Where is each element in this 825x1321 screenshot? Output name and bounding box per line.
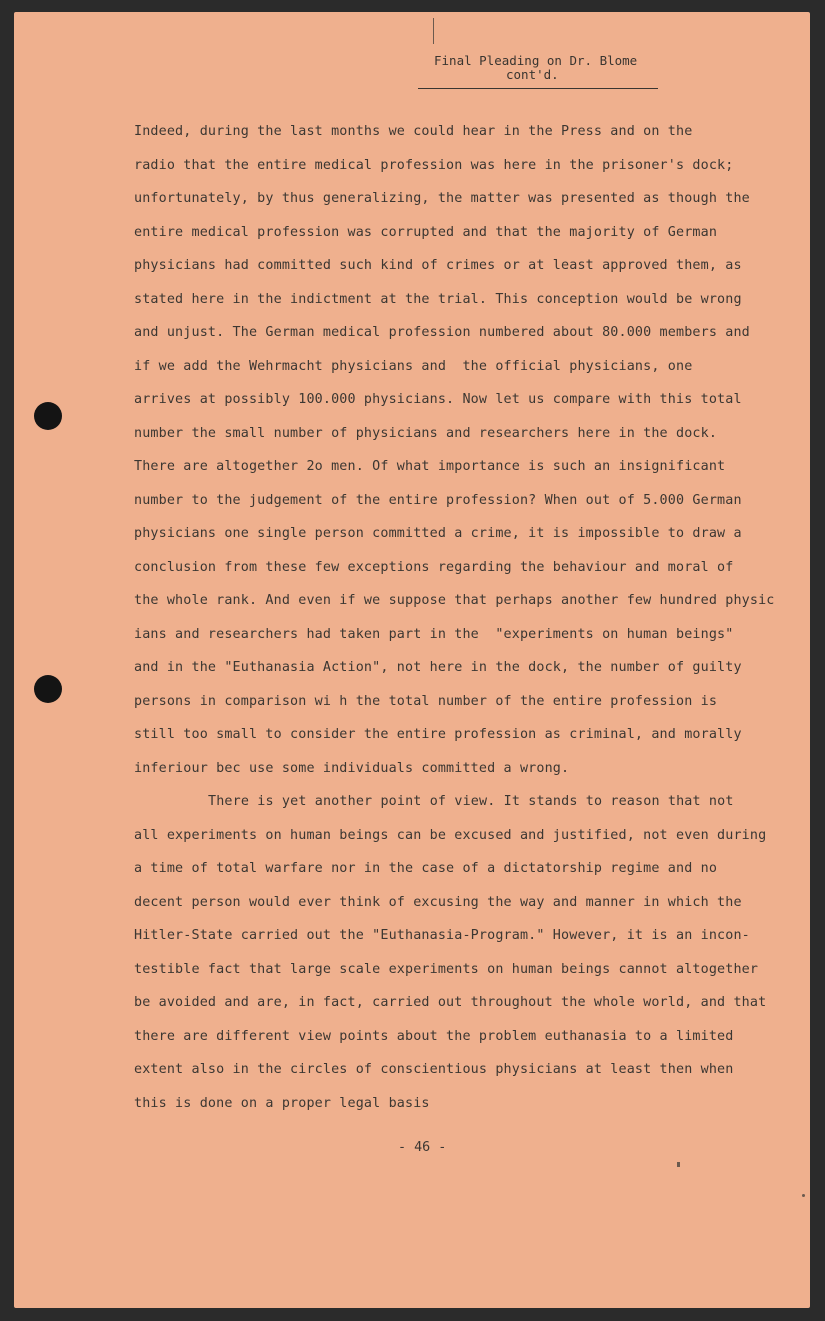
paper-mark	[802, 1194, 805, 1197]
text-line: physicians one single person committed a crime, it is impossible to draw a	[134, 526, 742, 541]
text-line: all experiments on human beings can be excused and justified, not even during	[134, 827, 767, 843]
text-line: conclusion from these few exceptions regarding the behaviour and moral of	[134, 559, 734, 575]
text-line: physicians had committed such kind of crimes or at least approved them, as	[134, 258, 742, 273]
text-line: Hitler-State carried out the "Euthanasia-Program." However, it is an incon-	[134, 928, 750, 943]
document-page	[14, 12, 810, 1308]
text-line: and unjust. The German medical profession numbered about 80.000 members and	[134, 325, 750, 340]
paper-mark	[677, 1162, 680, 1167]
paragraph-2	[134, 785, 794, 1120]
text-line: decent person would ever think of excusing the way and manner in which the	[134, 894, 742, 910]
text-line: a time of total warfare nor in the case of a dictatorship regime and no	[134, 861, 718, 876]
text-line: number the small number of physicians and researchers here in the dock.	[134, 425, 718, 441]
text-line: the whole rank. And even if we suppose that perhaps another few hundred physic	[134, 593, 775, 608]
text-line: and in the "Euthanasia Action", not here in the dock, the number of guilty	[134, 660, 742, 675]
text-line: stated here in the indictment at the trial. This conception would be wrong	[134, 291, 742, 307]
punch-hole-upper	[34, 402, 62, 430]
page-number: - 46 -	[398, 1140, 447, 1155]
header-continued: cont'd.	[418, 68, 658, 89]
text-line: still too small to consider the entire profession as criminal, and morally	[134, 727, 742, 742]
text-line: radio that the entire medical profession was here in the prisoner's dock;	[134, 157, 734, 173]
text-line: if we add the Wehrmacht physicians and the official physicians, one	[134, 358, 693, 374]
text-line: entire medical profession was corrupted and that the majority of German	[134, 224, 718, 240]
text-line: persons in comparison wi h the total number of the entire profession is	[134, 693, 718, 709]
body-text	[134, 115, 794, 1120]
header-title: Final Pleading on Dr. Blome	[434, 53, 638, 68]
text-line: number to the judgement of the entire profession? When out of 5.000 German	[134, 492, 742, 508]
text-line: there are different view points about the problem euthanasia to a limited	[134, 1028, 734, 1044]
text-line: ians and researchers had taken part in the "experiments on human beings"	[134, 626, 734, 642]
text-line: Indeed, during the last months we could hear in the Press and on the	[134, 124, 693, 139]
text-line: testible fact that large scale experiments on human beings cannot altogether	[134, 961, 759, 977]
text-line: inferiour bec use some individuals committed a wrong.	[134, 760, 570, 776]
text-line: arrives at possibly 100.000 physicians. Now let us compare with this total	[134, 392, 742, 407]
paper-mark	[433, 18, 434, 44]
text-line: There is yet another point of view. It stands to reason that not	[208, 794, 734, 809]
text-line: There are altogether 2o men. Of what importance is such an insignificant	[134, 459, 726, 474]
text-line: extent also in the circles of conscientious physicians at least then when	[134, 1062, 734, 1077]
text-line: this is done on a proper legal basis	[134, 1095, 430, 1111]
text-line: unfortunately, by thus generalizing, the matter was presented as though the	[134, 191, 750, 206]
text-line: be avoided and are, in fact, carried out throughout the whole world, and that	[134, 995, 767, 1010]
page-header	[418, 54, 658, 89]
punch-hole-lower	[34, 675, 62, 703]
paragraph-1	[134, 115, 794, 785]
